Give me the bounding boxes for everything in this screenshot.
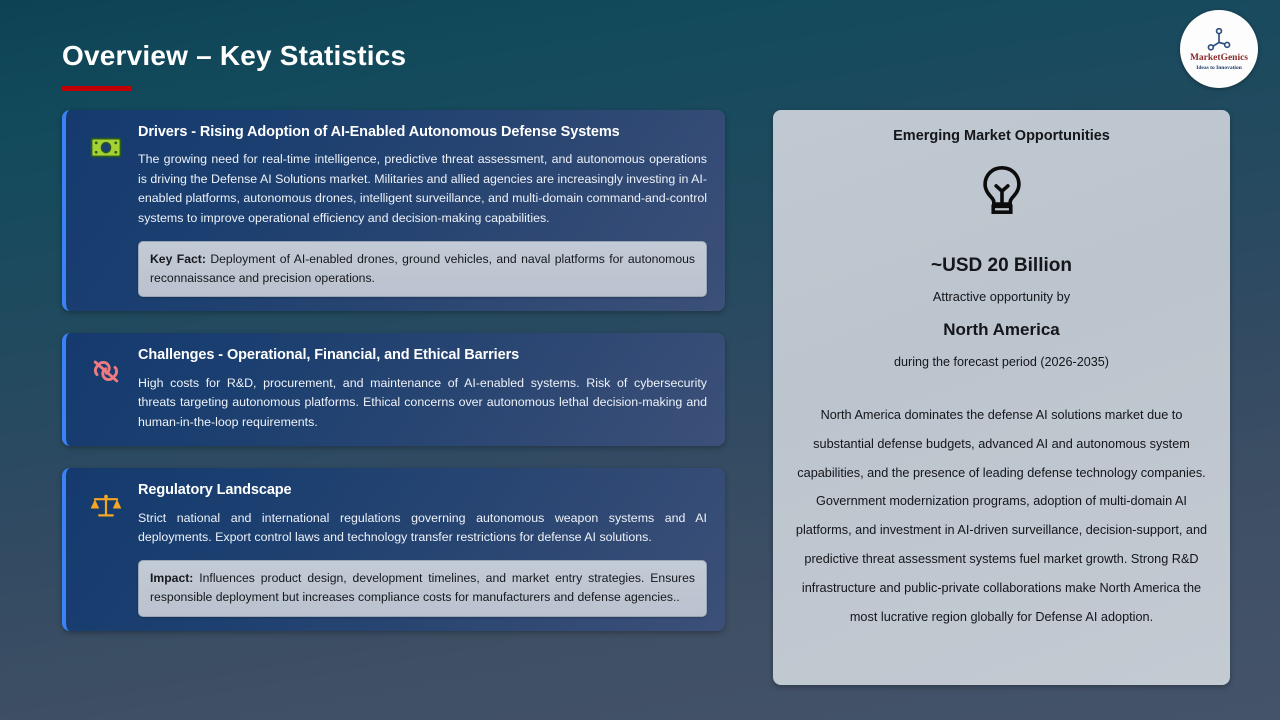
balance-scales-icon [84, 484, 128, 528]
panel-title: Emerging Market Opportunities [893, 128, 1110, 144]
market-value: ~USD 20 Billion [931, 255, 1072, 276]
lightbulb-icon [974, 162, 1030, 218]
card-text: Strict national and international regulations governing autonomous weapon systems and AI deployments. Export control laws and technology transfer restrictions for defense AI solutions. [138, 510, 707, 545]
forecast-period: during the forecast period (2026-2035) [894, 355, 1109, 369]
impact-callout [138, 560, 707, 616]
page-title: Overview – Key Statistics [62, 40, 407, 71]
left-cards-column [62, 110, 725, 653]
card-text: The growing need for real-time intelligence, predictive threat assessment, and autonomous operations is driving the Defense AI Solutions market. Militaries and allied agencies are increasingly investing in AI-enabled platforms, autonomous drones, intelligent surveillance, and multi-domain command-and-control systems to improve operational efficiency and decision-making capabilities. [138, 152, 707, 225]
card-text: High costs for R&D, procurement, and maintenance of AI-enabled systems. Risk of cybersecurity threats targeting autonomous platforms. Ethical concerns over autonomous lethal decision-making and human-in-the-loop requirements. [138, 375, 707, 429]
emerging-market-opportunities-panel [773, 110, 1230, 685]
card-title: Drivers - Rising Adoption of AI-Enabled Autonomous Defense Systems [138, 124, 620, 140]
logo-tagline: Ideas to Innovation [1196, 64, 1242, 71]
callout-label: Impact: [150, 571, 194, 586]
card-drivers [62, 110, 725, 311]
card-title: Challenges - Operational, Financial, and Ethical Barriers [138, 347, 520, 364]
title-underline-accent [62, 86, 132, 91]
card-title: Regulatory Landscape [138, 482, 292, 499]
leading-region: North America [943, 320, 1060, 339]
card-regulatory-landscape [62, 468, 725, 630]
key-fact-callout [138, 241, 707, 297]
callout-text: Deployment of AI-enabled drones, ground vehicles, and naval platforms for autonomous reconnaissance and precision operations. [150, 252, 695, 285]
network-node-icon [1206, 27, 1232, 53]
card-challenges [62, 333, 725, 446]
logo-name: MarketGenics [1189, 52, 1249, 63]
callout-text: Influences product design, development timelines, and market entry strategies. Ensures responsible deployment but increases compliance costs for manufacturers and defense agencies.. [150, 571, 695, 605]
company-logo [1180, 10, 1258, 88]
callout-label: Key Fact: [150, 252, 206, 267]
panel-paragraph: North America dominates the defense AI solutions market due to substantial defense budgets, advanced AI and autonomous system capabilities, and the presence of leading defense technology companies. Government modernization programs, adoption of multi-domain AI platforms, and investment in AI-driven surveillance, decision-support, and predictive threat assessment systems fuel market growth. Strong R&D infrastructure and public-private collaborations make North America the most lucrative region globally for Defense AI adoption. [795, 408, 1208, 624]
opportunity-subtitle: Attractive opportunity by [932, 289, 1071, 304]
broken-link-icon [84, 349, 128, 393]
money-banknote-icon [84, 126, 128, 170]
slide-header [0, 0, 1280, 100]
